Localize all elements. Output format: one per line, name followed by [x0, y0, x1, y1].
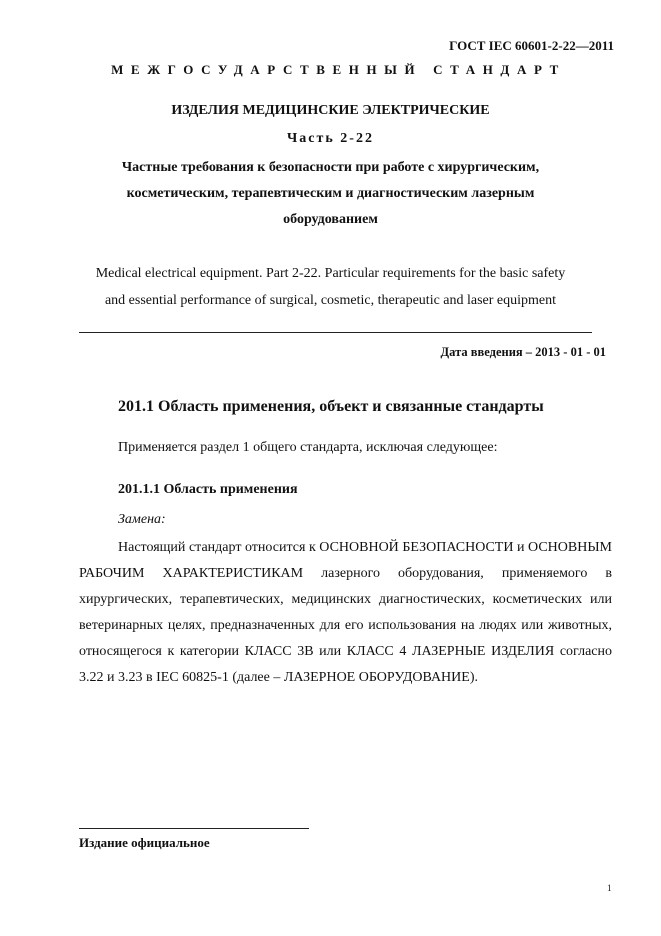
part-number: Часть 2-22 [287, 131, 374, 146]
title-divider [79, 332, 592, 333]
replacement-label: Замена: [118, 512, 166, 527]
subtitle-line-2: косметическим, терапевтическим и диагностическим лазерным [126, 186, 535, 201]
document-title: ИЗДЕЛИЯ МЕДИЦИНСКИЕ ЭЛЕКТРИЧЕСКИЕ [171, 103, 490, 118]
subtitle-line-1: Частные требования к безопасности при работе с хирургическим, [121, 160, 540, 175]
english-title-line-2: and essential performance of surgical, cosmetic, therapeutic and laser equipment [104, 293, 557, 308]
footer-divider [79, 828, 309, 829]
intro-date: Дата введения – 2013 - 01 - 01 [440, 345, 606, 359]
english-title-line-1: Medical electrical equipment. Part 2-22. Particular requirements for the basic safety [95, 266, 566, 281]
page-number: 1 [607, 883, 612, 893]
edition-label: Издание официальное [79, 835, 210, 850]
section-title: 201.1 Область применения, объект и связанные стандарты [118, 398, 544, 415]
standard-code: ГОСТ IEC 60601-2-22—2011 [449, 38, 614, 53]
interstate-standard-heading: МЕЖГОСУДАРСТВЕННЫЙ СТАНДАРТ [111, 62, 566, 77]
section-text: Применяется раздел 1 общего стандарта, исключая следующее: [118, 440, 498, 455]
scope-paragraph: Настоящий стандарт относится к ОСНОВНОЙ БЕЗОПАСНОСТИ и ОСНОВНЫМ РАБОЧИМ ХАРАКТЕРИСТИКАМ лазерного оборудования, применяемого в хирургических, терапевтических, медицинских диагностических, косметических или ветеринарных целях, предназначенных для его использования на людях или животных, относящегося к категории КЛАСС 3В или КЛАСС 4 ЛАЗЕРНЫЕ ИЗДЕЛИЯ согласно 3.22 и 3.23 в IEC 60825-1 (далее – ЛАЗЕРНОЕ ОБОРУДОВАНИЕ). [79, 540, 612, 685]
subsection-title: 201.1.1 Область применения [118, 482, 298, 497]
subtitle-line-3: оборудованием [283, 212, 378, 227]
